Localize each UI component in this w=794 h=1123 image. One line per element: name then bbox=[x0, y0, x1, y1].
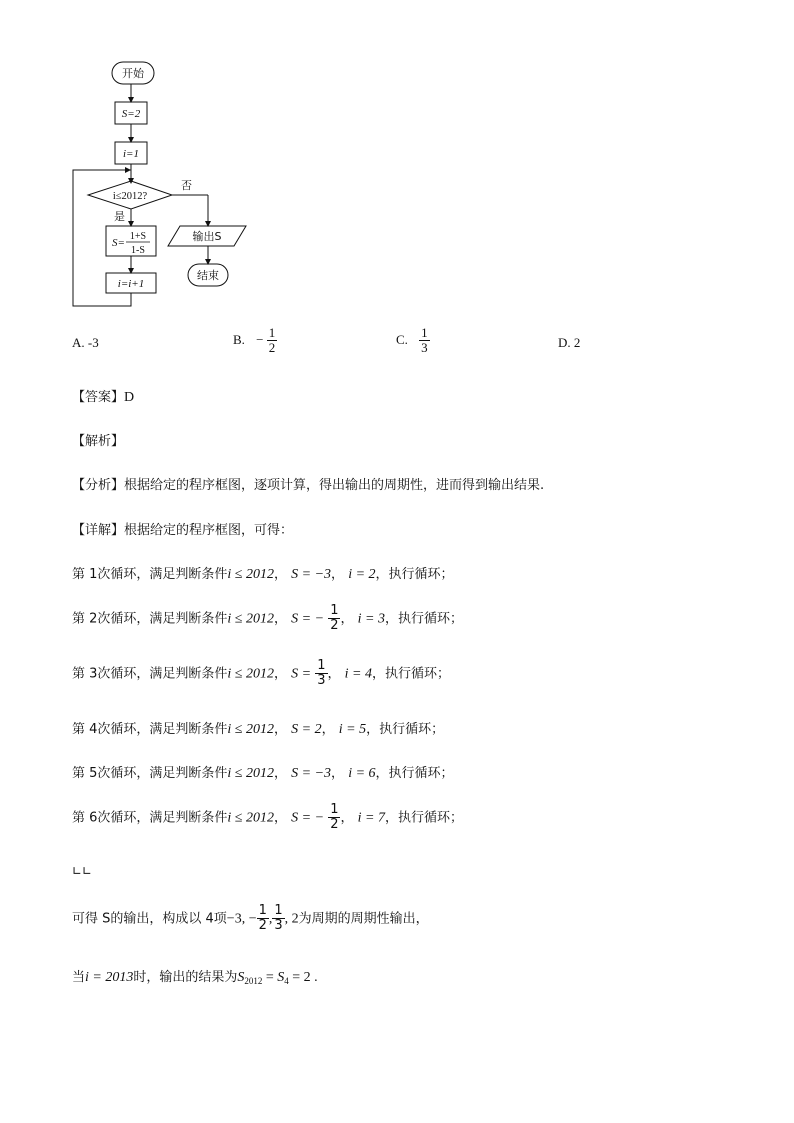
analysis-header bbox=[72, 430, 124, 449]
loop-s-den: 3 bbox=[317, 673, 326, 689]
option-b-num: 1 bbox=[268, 325, 276, 340]
loop-s-value: S = −3 bbox=[291, 766, 332, 781]
loop-i-value: i = 7 bbox=[357, 810, 385, 826]
xiangjie-bracket: 【详解】 bbox=[72, 523, 125, 538]
flowchart bbox=[60, 58, 260, 310]
ellipsis bbox=[72, 864, 92, 878]
option-c-fraction bbox=[419, 326, 430, 356]
loop-s-lhs: S = bbox=[291, 666, 312, 682]
option-c bbox=[396, 326, 430, 356]
loop-cond: i ≤ 2012 bbox=[227, 611, 274, 627]
loop-suffix: ，执行循环； bbox=[372, 666, 451, 682]
option-d bbox=[558, 335, 580, 351]
sequence-start: −3, − bbox=[226, 911, 257, 927]
sequence-den-1: 2 bbox=[258, 918, 267, 934]
loop-s-lhs: S = − bbox=[291, 810, 325, 826]
final-s2: S bbox=[277, 970, 285, 985]
sequence-den-2: 3 bbox=[274, 918, 283, 934]
fenxi-line bbox=[72, 474, 544, 493]
conclusion-prefix: 可得 S的输出，构成以 4项 bbox=[72, 911, 227, 927]
xiangjie-text: 根据给定的程序框图，可得： bbox=[124, 523, 294, 538]
loop-prefix: 第 2次循环，满足判断条件 bbox=[72, 611, 228, 627]
option-c-den: 3 bbox=[421, 340, 428, 356]
option-c-num: 1 bbox=[421, 325, 428, 340]
conclusion-suffix: 为周期的周期性输出， bbox=[298, 911, 429, 927]
final-line bbox=[72, 966, 318, 986]
answer-line bbox=[72, 386, 134, 406]
sequence-fraction-1 bbox=[257, 904, 269, 934]
option-a-text: A. -3 bbox=[72, 335, 99, 350]
loop-s-fraction bbox=[328, 803, 340, 833]
option-c-label: C. bbox=[396, 331, 408, 347]
loop-s-value: S = 2 bbox=[291, 722, 322, 737]
loop-prefix: 第 5次循环，满足判断条件 bbox=[72, 766, 228, 781]
ellipsis-text: ∟∟ bbox=[72, 864, 93, 878]
loop-suffix: ，执行循环； bbox=[384, 611, 463, 627]
start-text: 开始 bbox=[122, 67, 144, 80]
sequence-sep: , bbox=[268, 911, 273, 927]
sequence-end: , 2 bbox=[284, 911, 299, 927]
assign-num: 1+S bbox=[129, 231, 147, 242]
loop-s-den: 2 bbox=[330, 618, 339, 634]
loop-s-fraction bbox=[328, 604, 340, 634]
option-d-text: D. 2 bbox=[558, 335, 581, 350]
end-text: 结束 bbox=[197, 269, 219, 282]
s-init-text: S=2 bbox=[121, 108, 141, 120]
loop-prefix: 第 3次循环，满足判断条件 bbox=[72, 666, 228, 682]
sequence-num-1: 1 bbox=[258, 903, 267, 918]
conclusion-line bbox=[72, 904, 429, 934]
final-s: S bbox=[237, 970, 245, 985]
answer-value: D bbox=[124, 390, 135, 405]
assign-lhs: S= bbox=[112, 237, 125, 249]
option-b-sign: − bbox=[256, 331, 264, 347]
loop-line-6: 第 6次循环，满足判断条件i ≤ 2012， S = − $\frac{1}{2}$ ， i = 7，执行循环； bbox=[72, 802, 463, 833]
loop-s-num: 1 bbox=[330, 603, 339, 618]
analysis-header-text: 【解析】 bbox=[72, 434, 125, 449]
loop-suffix: ，执行循环； bbox=[366, 722, 445, 737]
loop-i-value: i = 5 bbox=[338, 722, 367, 737]
option-b-fraction bbox=[267, 326, 278, 356]
option-b-den: 2 bbox=[268, 340, 276, 356]
loop-cond: i ≤ 2012 bbox=[227, 666, 274, 682]
loop-prefix: 第 4次循环，满足判断条件 bbox=[72, 722, 228, 737]
no-label: 否 bbox=[181, 179, 192, 192]
loop-suffix: ，执行循环； bbox=[375, 766, 454, 781]
output-text: 输出S bbox=[192, 230, 222, 243]
loop-cond: i ≤ 2012 bbox=[227, 722, 274, 737]
loop-suffix: ，执行循环； bbox=[375, 567, 454, 582]
final-mid: 时，输出的结果为 bbox=[133, 970, 238, 985]
loop-line-4: 第 4次循环，满足判断条件i ≤ 2012， S = 2， i = 5，执行循环； bbox=[72, 722, 445, 737]
loop-prefix: 第 6次循环，满足判断条件 bbox=[72, 810, 228, 826]
loop-line-2: 第 2次循环，满足判断条件i ≤ 2012， S = − $\frac{1}{2}$ ， i = 3，执行循环； bbox=[72, 603, 463, 634]
loop-line-1: 第 1次循环，满足判断条件i ≤ 2012， S = −3， i = 2，执行循环； bbox=[72, 567, 454, 582]
fenxi-bracket: 【分析】 bbox=[72, 478, 125, 493]
loop-line-3: 第 3次循环，满足判断条件i ≤ 2012， S = $\frac{1}{3}$ ， i = 4，执行循环； bbox=[72, 658, 451, 689]
loop-s-value: S = −3 bbox=[291, 567, 332, 582]
sequence-num-2: 1 bbox=[274, 903, 283, 918]
final-cond: i = 2013 bbox=[85, 970, 134, 985]
i-init-text: i=1 bbox=[123, 148, 139, 160]
loop-i-value: i = 4 bbox=[344, 666, 373, 682]
condition-text: i≤2012? bbox=[112, 191, 148, 202]
option-b-label: B. bbox=[233, 331, 245, 347]
final-end: = 2 . bbox=[288, 970, 318, 985]
loop-cond: i ≤ 2012 bbox=[227, 766, 274, 781]
loop-i-value: i = 6 bbox=[348, 766, 376, 781]
loop-suffix: ，执行循环； bbox=[384, 810, 463, 826]
yes-label: 是 bbox=[114, 210, 125, 223]
loop-line-5: 第 5次循环，满足判断条件i ≤ 2012， S = −3， i = 6，执行循环； bbox=[72, 766, 454, 781]
loop-s-num: 1 bbox=[330, 802, 339, 817]
loop-s-lhs: S = − bbox=[291, 611, 325, 627]
xiangjie-line bbox=[72, 519, 293, 538]
final-eq: = bbox=[262, 970, 278, 985]
loop-s-fraction bbox=[315, 659, 327, 689]
assign-den: 1-S bbox=[131, 245, 145, 256]
sequence-fraction-2 bbox=[272, 904, 284, 934]
option-a bbox=[72, 335, 99, 351]
loop-prefix: 第 1次循环，满足判断条件 bbox=[72, 567, 228, 582]
loop-s-den: 2 bbox=[330, 817, 339, 833]
increment-text: i=i+1 bbox=[117, 278, 145, 290]
loop-cond: i ≤ 2012 bbox=[227, 567, 274, 582]
loop-i-value: i = 3 bbox=[357, 611, 385, 627]
fenxi-text: 根据给定的程序框图，逐项计算，得出输出的周期性，进而得到输出结果. bbox=[124, 478, 545, 493]
loop-i-value: i = 2 bbox=[348, 567, 376, 582]
loop-cond: i ≤ 2012 bbox=[227, 810, 274, 826]
final-sub-2: 4 bbox=[284, 976, 289, 986]
final-sub-1: 2012 bbox=[244, 976, 263, 986]
loop-s-num: 1 bbox=[317, 658, 326, 673]
option-b bbox=[233, 326, 277, 356]
answer-bracket: 【答案】 bbox=[72, 390, 125, 405]
final-prefix: 当 bbox=[72, 970, 86, 985]
